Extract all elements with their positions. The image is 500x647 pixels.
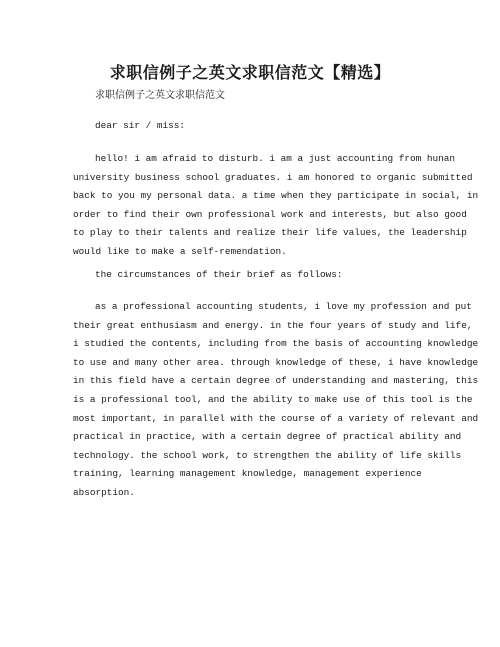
paragraph-line: would like to make a self-remendation. xyxy=(73,245,287,257)
paragraph-line: technology. the school work, to strengthen the ability of life skills xyxy=(73,449,462,461)
paragraph-line: hello! i am afraid to disturb. i am a just accounting from hunan xyxy=(95,153,456,164)
paragraph-line: to play to their talents and realize their life values, the leadership xyxy=(73,227,467,239)
paragraph-line: back to you my personal data. a time when they participate in social, in xyxy=(73,190,479,202)
document-title: 求职信例子之英文求职信范文【精选】 xyxy=(109,63,391,82)
paragraph-2 xyxy=(73,298,479,503)
paragraph-line: practical in practice, with a certain degree of practical ability and xyxy=(73,431,462,443)
salutation: dear sir / miss: xyxy=(95,120,186,131)
paragraph-line: as a professional accounting students, i love my profession and put xyxy=(95,301,472,312)
document-subtitle: 求职信例子之英文求职信范文 xyxy=(95,90,225,101)
paragraph-line: university business school graduates. i am honored to organic submitted xyxy=(73,171,473,183)
paragraph-line: i studied the contents, including from the basis of accounting knowledge xyxy=(73,338,479,350)
paragraph-line: absorption. xyxy=(73,486,135,498)
paragraph-line: most important, in parallel with the course of a variety of relevant and xyxy=(73,412,479,424)
paragraph-line: is a professional tool, and the ability to make use of this tool is the xyxy=(73,393,473,405)
paragraph-line: training, learning management knowledge, management experience xyxy=(73,468,422,480)
paragraph-line: their great enthusiasm and energy. in the four years of study and life, xyxy=(73,319,473,331)
paragraph-line: in this field have a certain degree of understanding and mastering, this xyxy=(73,375,479,387)
paragraph-line: to use and many other area. through knowledge of these, i have knowledge xyxy=(73,356,479,368)
paragraph-line: order to find their own professional work and interests, but also good xyxy=(73,208,467,220)
paragraph-1 xyxy=(73,150,479,262)
circumstances-heading: the circumstances of their brief as follows: xyxy=(95,269,343,280)
